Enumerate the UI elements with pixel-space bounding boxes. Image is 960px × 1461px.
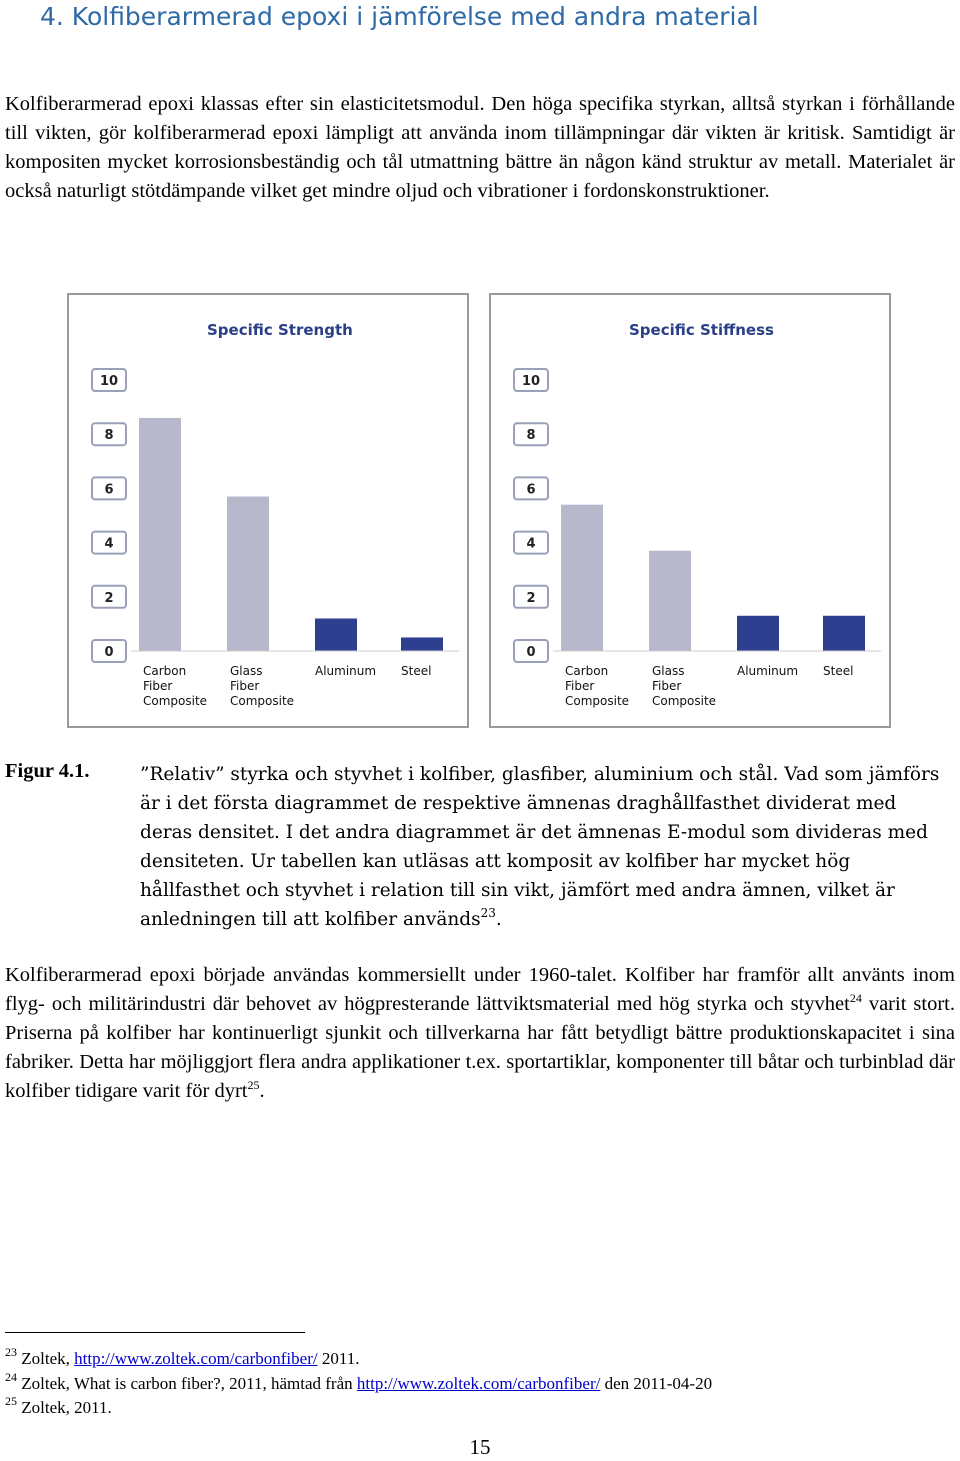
bar bbox=[401, 637, 443, 651]
category-label: Carbon bbox=[565, 664, 609, 678]
bar bbox=[139, 418, 181, 651]
page-number: 15 bbox=[469, 1435, 491, 1459]
footnote-24 bbox=[5, 1370, 713, 1395]
figure-label: Figur 4.1. bbox=[5, 760, 90, 782]
y-tick-label: 0 bbox=[526, 645, 536, 660]
footnote-link[interactable]: http://www.zoltek.com/carbonfiber/ bbox=[74, 1349, 318, 1368]
y-tick-label: 8 bbox=[104, 428, 114, 444]
y-tick-label: 10 bbox=[521, 374, 541, 389]
footnote-text-end: den 2011-04-20 bbox=[600, 1374, 713, 1393]
bar bbox=[227, 497, 269, 651]
footnote-ref-25[interactable]: 25 bbox=[247, 1078, 260, 1092]
bar bbox=[315, 618, 357, 651]
bar bbox=[737, 616, 779, 651]
specific-stiffness-svg bbox=[491, 295, 889, 726]
y-tick-label: 0 bbox=[104, 645, 114, 660]
footnote-number: 25 bbox=[5, 1394, 17, 1408]
category-label: Fiber bbox=[143, 679, 173, 693]
footnote-text: Zoltek, 2011. bbox=[17, 1398, 112, 1417]
footnote-text: Zoltek, What is carbon fiber?, 2011, hämtad från bbox=[17, 1374, 357, 1393]
bar bbox=[823, 616, 865, 651]
category-label: Composite bbox=[652, 694, 717, 708]
category-label: Glass bbox=[652, 664, 685, 678]
footnote-number: 24 bbox=[5, 1370, 17, 1384]
chart-title: Specific Stiffness bbox=[629, 321, 774, 339]
y-tick-label: 2 bbox=[526, 590, 536, 606]
category-label: Steel bbox=[401, 664, 432, 678]
caption-text: ”Relativ” styrka och styvhet i kolfiber, glasfiber, aluminium och stål. Vad som jämförs är i det första diagrammet de respektive ämnenas draghållfasthet dividerat med deras densitet. I det andra diagrammet är det ämnenas E-modul som divideras med densiteten. Ur tabellen kan utläsas att komposit av kolfiber har mycket hög hållfasthet och styvhet i relation till sin vikt, jämfört med andra ämnen, vilket är anledningen till att kolfiber används bbox=[140, 764, 940, 930]
category-label: Glass bbox=[230, 664, 263, 678]
category-label: Steel bbox=[823, 664, 854, 678]
bar bbox=[649, 551, 691, 651]
history-text-3: . bbox=[259, 1080, 265, 1102]
category-label: Carbon bbox=[143, 664, 187, 678]
y-tick-label: 4 bbox=[104, 536, 114, 552]
category-label: Composite bbox=[565, 694, 630, 708]
history-text-1: Kolfiberarmerad epoxi började användas kommersiellt under 1960-talet. Kolfiber har framför allt använts inom flyg- och militärindustri där behovet av högpresterande lättviktsmaterial med hög styrka och styvhet bbox=[5, 964, 955, 1015]
specific-strength-chart bbox=[67, 293, 469, 728]
history-text-2: varit stort. Priserna på kolfiber har kontinuerligt sjunkit och tillverkarna har fått betydligt bättre produktionskapacitet i sina fabriker. Detta har möjliggjort flera andra applikationer t.ex. sportartiklar, komponenter till båtar och turbinblad där kolfiber tidigare varit för dyrt bbox=[5, 993, 955, 1102]
y-tick-label: 6 bbox=[526, 482, 536, 498]
y-tick-label: 8 bbox=[526, 428, 536, 444]
y-tick-label: 2 bbox=[104, 590, 114, 606]
intro-paragraph: Kolfiberarmerad epoxi klassas efter sin elasticitetsmodul. Den höga specifika styrkan, alltså styrkan i förhållande till vikten, gör kolfiberarmerad epoxi lämpligt att använda inom tillämpningar där vikten är kritisk. Samtidigt är kompositen mycket korrosionsbeständig och tål utmattning bättre än någon känd struktur av metall. Materialet är också naturligt stötdämpande vilket get mindre oljud och vibrationer i fordonskonstruktioner. bbox=[5, 93, 955, 202]
category-label: Fiber bbox=[652, 679, 682, 693]
footnote-23 bbox=[5, 1345, 360, 1370]
y-tick-label: 6 bbox=[104, 482, 114, 498]
footnote-text: Zoltek, bbox=[17, 1349, 75, 1368]
specific-strength-svg bbox=[69, 295, 467, 726]
category-label: Fiber bbox=[565, 679, 595, 693]
figure-caption bbox=[140, 760, 940, 934]
footnote-link[interactable]: http://www.zoltek.com/carbonfiber/ bbox=[356, 1374, 601, 1393]
category-label: Fiber bbox=[230, 679, 260, 693]
caption-footnote-ref[interactable]: 23 bbox=[480, 906, 496, 920]
category-label: Aluminum bbox=[315, 664, 377, 678]
footnote-separator bbox=[5, 1332, 305, 1333]
section-heading: 4. Kolfiberarmerad epoxi i jämförelse med andra material bbox=[40, 2, 759, 31]
footnote-25 bbox=[5, 1394, 112, 1419]
y-tick-label: 10 bbox=[99, 374, 119, 389]
caption-end: . bbox=[495, 909, 502, 930]
footnote-text-end: 2011. bbox=[317, 1349, 360, 1368]
specific-stiffness-chart bbox=[489, 293, 891, 728]
history-paragraph bbox=[5, 961, 955, 1106]
chart-title: Specific Strength bbox=[207, 321, 353, 339]
category-label: Composite bbox=[230, 694, 295, 708]
category-label: Composite bbox=[143, 694, 208, 708]
footnote-ref-24[interactable]: 24 bbox=[849, 991, 862, 1005]
y-tick-label: 4 bbox=[526, 536, 536, 552]
bar bbox=[561, 505, 603, 651]
category-label: Aluminum bbox=[737, 664, 799, 678]
footnote-number: 23 bbox=[5, 1345, 17, 1359]
